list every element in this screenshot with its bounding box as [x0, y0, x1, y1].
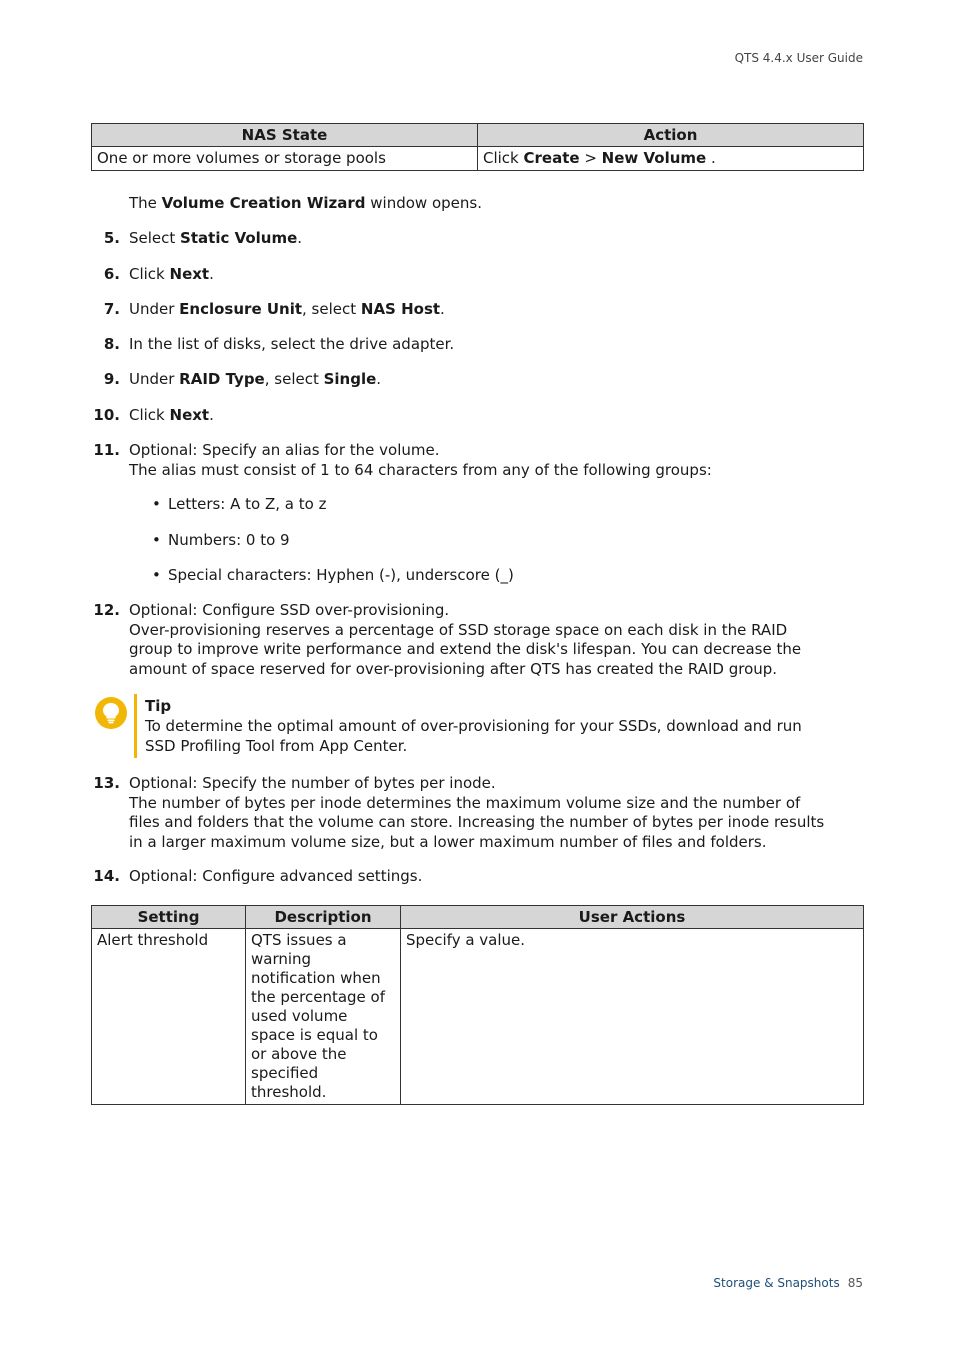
column-header: NAS State — [92, 124, 478, 147]
intro-text: The — [129, 194, 162, 212]
table-cell: One or more volumes or storage pools — [92, 147, 478, 171]
step-text — [129, 774, 829, 852]
column-header: Action — [478, 124, 864, 147]
tip-accent-bar — [134, 694, 137, 758]
step-plain-text: Under — [129, 370, 180, 388]
step-plain-text: , select — [302, 300, 361, 318]
step-number: 12. — [93, 601, 120, 619]
step-bold-text: NAS Host — [360, 300, 441, 318]
table-header-row — [92, 124, 864, 147]
step-number: 7. — [103, 300, 120, 318]
tip-text: To determine the optimal amount of over-provisioning for your SSDs, download and run SSD Profiling Tool from App Center. — [145, 717, 802, 755]
nas-state-table — [91, 123, 864, 171]
table-cell: Specify a value. — [401, 929, 864, 1105]
step-bold-text: Next — [169, 406, 210, 424]
step-line: The number of bytes per inode determines the maximum volume size and the number of files and folders that the volume can store. Increasing the number of bytes per inode results in a larger maximum volume size, but a lower maximum number of files and folders. — [129, 793, 825, 851]
bullet-icon: • — [152, 531, 161, 549]
step-number: 14. — [93, 867, 120, 885]
bullet-icon: • — [152, 495, 161, 513]
step-plain-text: . — [440, 300, 445, 318]
step-number: 10. — [93, 406, 120, 424]
table-cell: Alert threshold — [92, 929, 246, 1105]
step-number: 8. — [103, 335, 120, 353]
step-text — [129, 300, 829, 320]
table-cell — [478, 147, 864, 171]
page-footer — [713, 1276, 863, 1290]
column-header: User Actions — [401, 906, 864, 929]
cell-bold-text: Create — [523, 149, 580, 167]
step-text — [129, 441, 829, 480]
step-text: Optional: Configure advanced settings. — [129, 867, 423, 885]
table-header-row — [92, 906, 864, 929]
step-text — [129, 370, 829, 390]
step-bold-text: Next — [169, 265, 210, 283]
bullet-icon: • — [152, 566, 161, 584]
step-text — [129, 265, 829, 285]
step-plain-text: . — [297, 229, 303, 247]
step-number: 5. — [103, 229, 120, 247]
step-bold-text: Single — [323, 370, 377, 388]
step-text — [129, 229, 829, 249]
step-bold-text: Static Volume — [180, 229, 298, 247]
step-number: 9. — [103, 370, 120, 388]
cell-bold-text: New Volume — [601, 149, 707, 167]
step-plain-text: Under — [129, 300, 180, 318]
list-item-text: Numbers: 0 to 9 — [168, 531, 290, 549]
intro-paragraph — [129, 194, 482, 214]
step-text — [129, 406, 829, 426]
step-number: 11. — [93, 441, 120, 459]
intro-text: window opens. — [365, 194, 482, 212]
step-plain-text: , select — [264, 370, 324, 388]
cell-text: . — [706, 149, 716, 167]
step-line: Optional: Configure SSD over-provisioning. — [129, 601, 450, 619]
step-line: Over-provisioning reserves a percentage of SSD storage space on each disk in the RAID group to improve write performance and extend the disk's lifespan. You can decrease the amount of space reserved for over-provisioning after QTS has created the RAID group. — [129, 620, 802, 678]
list-item-text: Letters: A to Z, a to z — [168, 495, 327, 513]
step-bold-text: Enclosure Unit — [179, 300, 303, 318]
step-plain-text: Click — [129, 265, 170, 283]
column-header: Description — [246, 906, 401, 929]
table-cell: QTS issues a warning notification when the percentage of used volume space is equal to or above the specified threshold. — [246, 929, 401, 1105]
step-line: The alias must consist of 1 to 64 characters from any of the following groups: — [129, 460, 712, 479]
step-plain-text: . — [209, 406, 214, 424]
column-header: Setting — [92, 906, 246, 929]
table-row — [92, 929, 864, 1105]
step-plain-text: Click — [129, 406, 170, 424]
footer-section-name: Storage & Snapshots — [713, 1276, 840, 1290]
guide-title: QTS 4.4.x User Guide — [734, 51, 863, 65]
step-plain-text: . — [376, 370, 382, 388]
intro-bold-text: Volume Creation Wizard — [161, 194, 366, 212]
cell-text: > — [579, 149, 602, 167]
step-plain-text: Select — [129, 229, 181, 247]
tip-title: Tip — [145, 697, 172, 715]
lightbulb-icon — [95, 697, 127, 729]
step-number: 6. — [103, 265, 120, 283]
step-text: In the list of disks, select the drive adapter. — [129, 335, 455, 353]
step-bold-text: RAID Type — [179, 370, 265, 388]
table-row — [92, 147, 864, 171]
advanced-settings-table — [91, 905, 864, 1105]
step-number: 13. — [93, 774, 120, 792]
page-number: 85 — [847, 1276, 863, 1290]
list-item-text: Special characters: Hyphen (-), underscore (_) — [168, 566, 514, 584]
step-plain-text: . — [209, 265, 214, 283]
step-line: Optional: Specify the number of bytes per inode. — [129, 774, 496, 792]
step-line: Optional: Specify an alias for the volume. — [129, 441, 440, 459]
step-text — [129, 601, 829, 679]
tip-callout — [91, 694, 831, 760]
cell-text: Click — [483, 149, 524, 167]
